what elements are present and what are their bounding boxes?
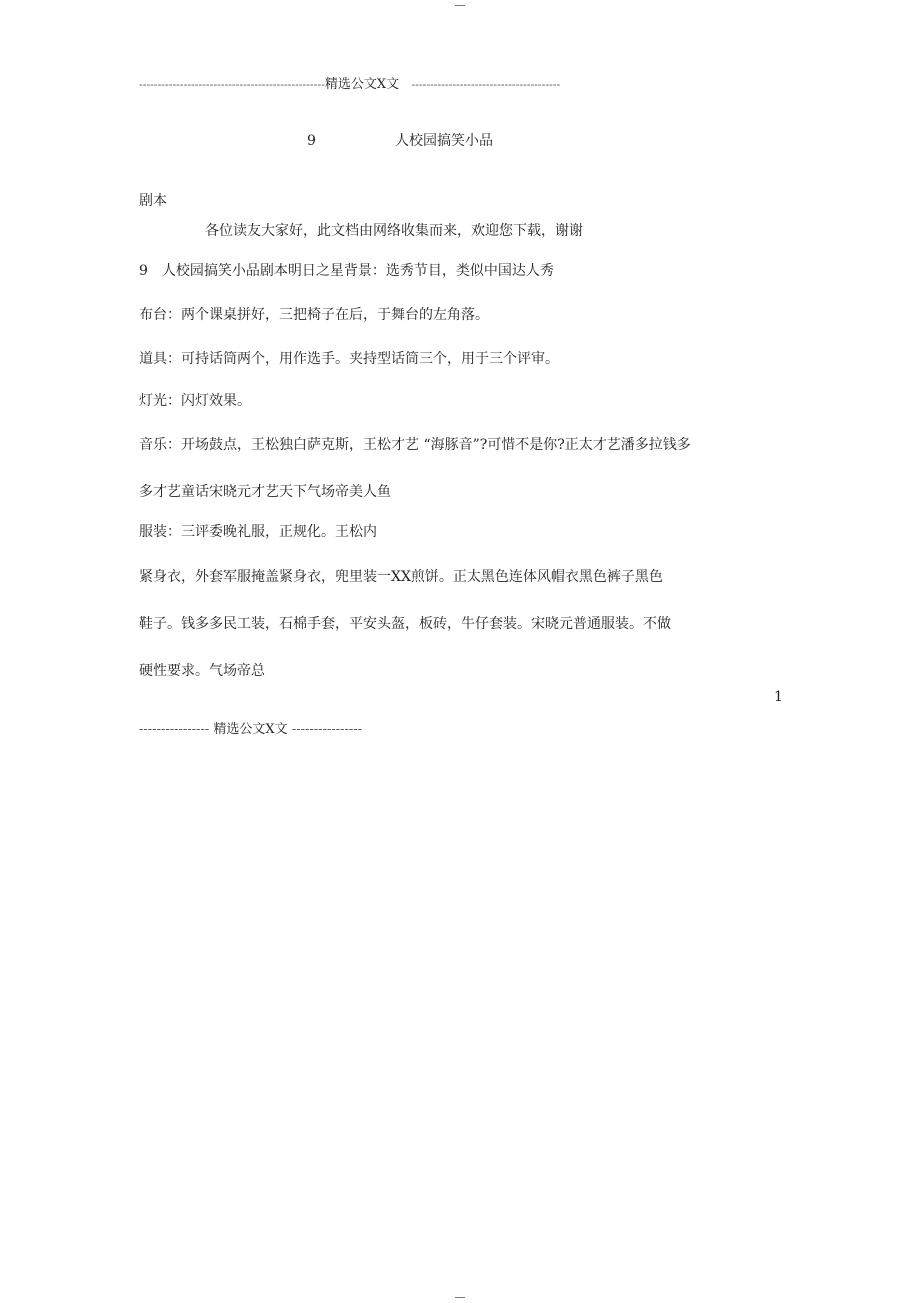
body-line: 各位读友大家好，此文档由网络收集而来，欢迎您下载，谢谢: [205, 223, 583, 239]
body-line: 鞋子。钱多多民工装，石棉手套，平安头盔，板砖，牛仔套装。宋晓元普通服装。不做: [139, 616, 671, 632]
document-title: [307, 132, 493, 150]
footer-text: 精选公文X文: [213, 722, 288, 737]
footer-right-dashes: ----------------: [291, 722, 363, 737]
body-line: 多才艺童话宋晓元才艺天下气场帝美人鱼: [139, 484, 391, 500]
header-right-dashes: ----------------------------------------: [411, 78, 561, 91]
body-line: 音乐：开场鼓点，王松独白萨克斯，王松才艺 “海豚音”?可惜不是你?正太才艺潘多拉钱多: [139, 437, 691, 453]
page-number: 1: [774, 689, 783, 705]
body-line: 剧本: [139, 193, 167, 209]
body-line: 布台：两个课桌拼好，三把椅子在后，于舞台的左角落。: [139, 307, 489, 323]
body-line: 灯光：闪灯效果。: [139, 393, 251, 409]
body-line: 道具：可持话筒两个，用作选手。夹持型话筒三个，用于三个评审。: [139, 351, 559, 367]
title-text: 人校园搞笑小品: [395, 133, 493, 149]
body-line: 紧身衣，外套军服掩盖紧身衣，兜里装一XX煎饼。正太黑色连体风帽衣黑色裤子黑色: [139, 569, 663, 585]
footer-left-dashes: ----------------: [139, 722, 210, 737]
body-line: 硬性要求。气场帝总: [139, 663, 265, 679]
page-top-mark: [455, 5, 465, 6]
body-line: 服装：三评委晚礼服，正规化。王松内: [139, 524, 377, 540]
body-line: 9 人校园搞笑小品剧本明日之星背景：选秀节目，类似中国达人秀: [139, 263, 554, 279]
title-number: 9: [307, 133, 316, 149]
header-left-dashes: --------------------------------------------------: [139, 78, 325, 91]
page-header: [139, 76, 560, 94]
page-footer: [139, 721, 362, 739]
page-bottom-mark: [455, 1297, 465, 1298]
header-text: 精选公文X文: [324, 77, 400, 92]
